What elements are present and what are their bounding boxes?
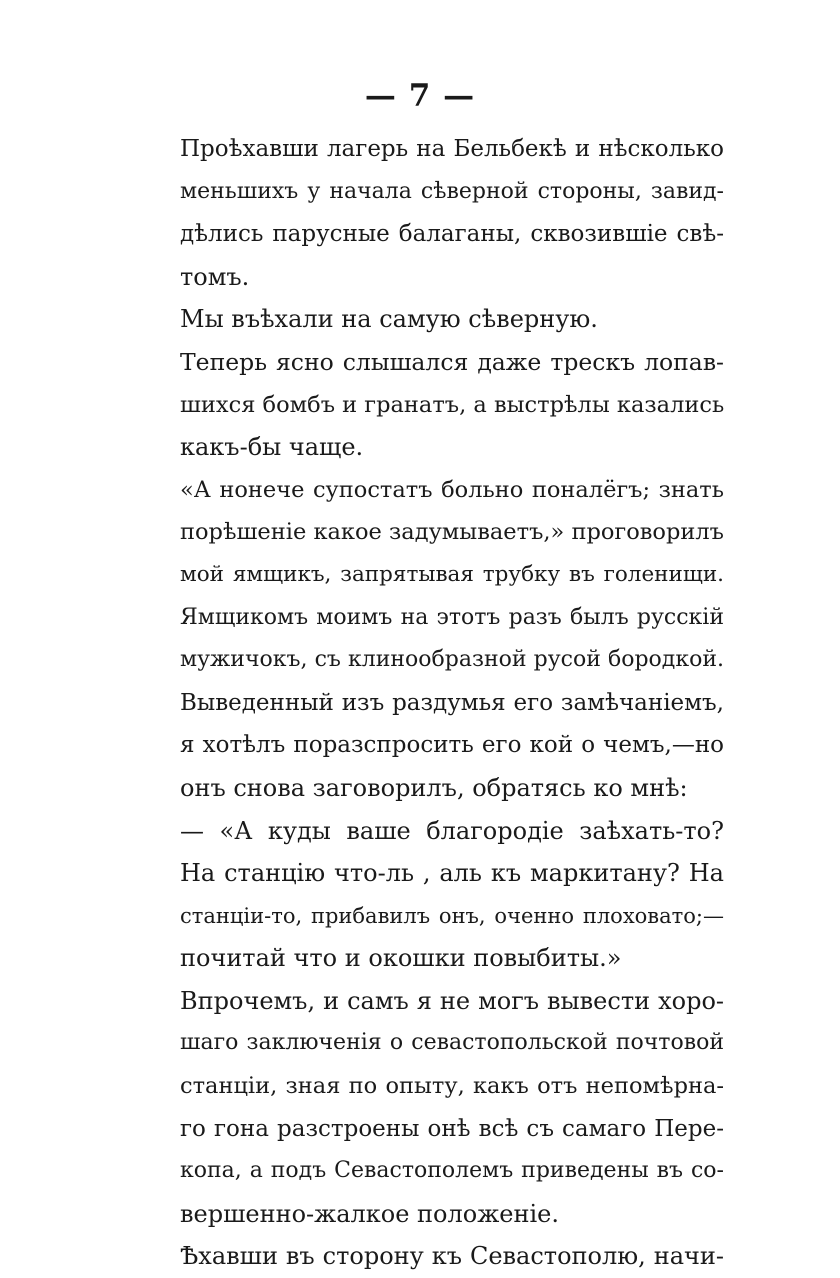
- text-line: какъ-бы чаще.: [180, 433, 364, 462]
- text-line: Ямщикомъ моимъ на этотъ разъ былъ русскій: [180, 604, 724, 630]
- text-line: станціи, зная по опыту, какъ отъ непомѣрна-: [180, 1073, 724, 1100]
- text-line: мужичокъ, съ клинообразной русой бородкой.: [180, 647, 724, 673]
- text-line: Впрочемъ, и самъ я не могъ вывести хоро-: [180, 986, 724, 1015]
- text-line: — «А куды ваше благородіе заѣхать-то?: [180, 816, 724, 845]
- text-line: онъ снова заговорилъ, обратясь ко мнѣ:: [180, 773, 688, 802]
- text-line: копа, а подъ Севастополемъ приведены въ со-: [180, 1158, 724, 1184]
- text-line: Проѣхавши лагерь на Бельбекѣ и нѣсколько: [180, 136, 724, 162]
- page-number: — 7 —: [364, 78, 476, 114]
- text-line: На станцію что-ль , аль къ маркитану? На: [180, 859, 724, 888]
- text-line: меньшихъ у начала сѣверной стороны, завид-: [180, 178, 724, 204]
- text-line: Мы въѣхали на самую сѣверную.: [180, 305, 598, 334]
- body-text: [180, 128, 724, 1278]
- text-line: «А нонече супостатъ больно поналёгъ; знать: [180, 476, 724, 503]
- text-line: почитай что и окошки повыбиты.»: [180, 944, 622, 973]
- text-line: шаго заключенія о севастопольской почтовой: [180, 1030, 724, 1056]
- text-line: мой ямщикъ, запрятывая трубку въ голенищи.: [180, 561, 724, 587]
- text-line: томъ.: [180, 262, 250, 291]
- text-line: порѣшеніе какое задумываетъ,» проговорилъ: [180, 519, 724, 546]
- text-line: вершенно-жалкое положеніе.: [180, 1199, 559, 1228]
- text-line: дѣлись парусные балаганы, сквозившіе свѣ-: [180, 221, 724, 248]
- text-line: Выведенный изъ раздумья его замѣчаніемъ,: [180, 689, 724, 716]
- text-line: Ѣхавши въ сторону къ Севастополю, начи-: [180, 1242, 724, 1271]
- text-line: станціи-то, прибавилъ онъ, оченно плоховато;—: [180, 903, 724, 928]
- text-line: го гона разстроены онѣ всѣ съ самаго Пере-: [180, 1115, 724, 1142]
- text-line: я хотѣлъ поразспросить его кой о чемъ,—но: [180, 732, 724, 759]
- text-line: шихся бомбъ и гранатъ, а выстрѣлы казались: [180, 391, 724, 418]
- text-line: Теперь ясно слышался даже трескъ лопав-: [180, 347, 724, 376]
